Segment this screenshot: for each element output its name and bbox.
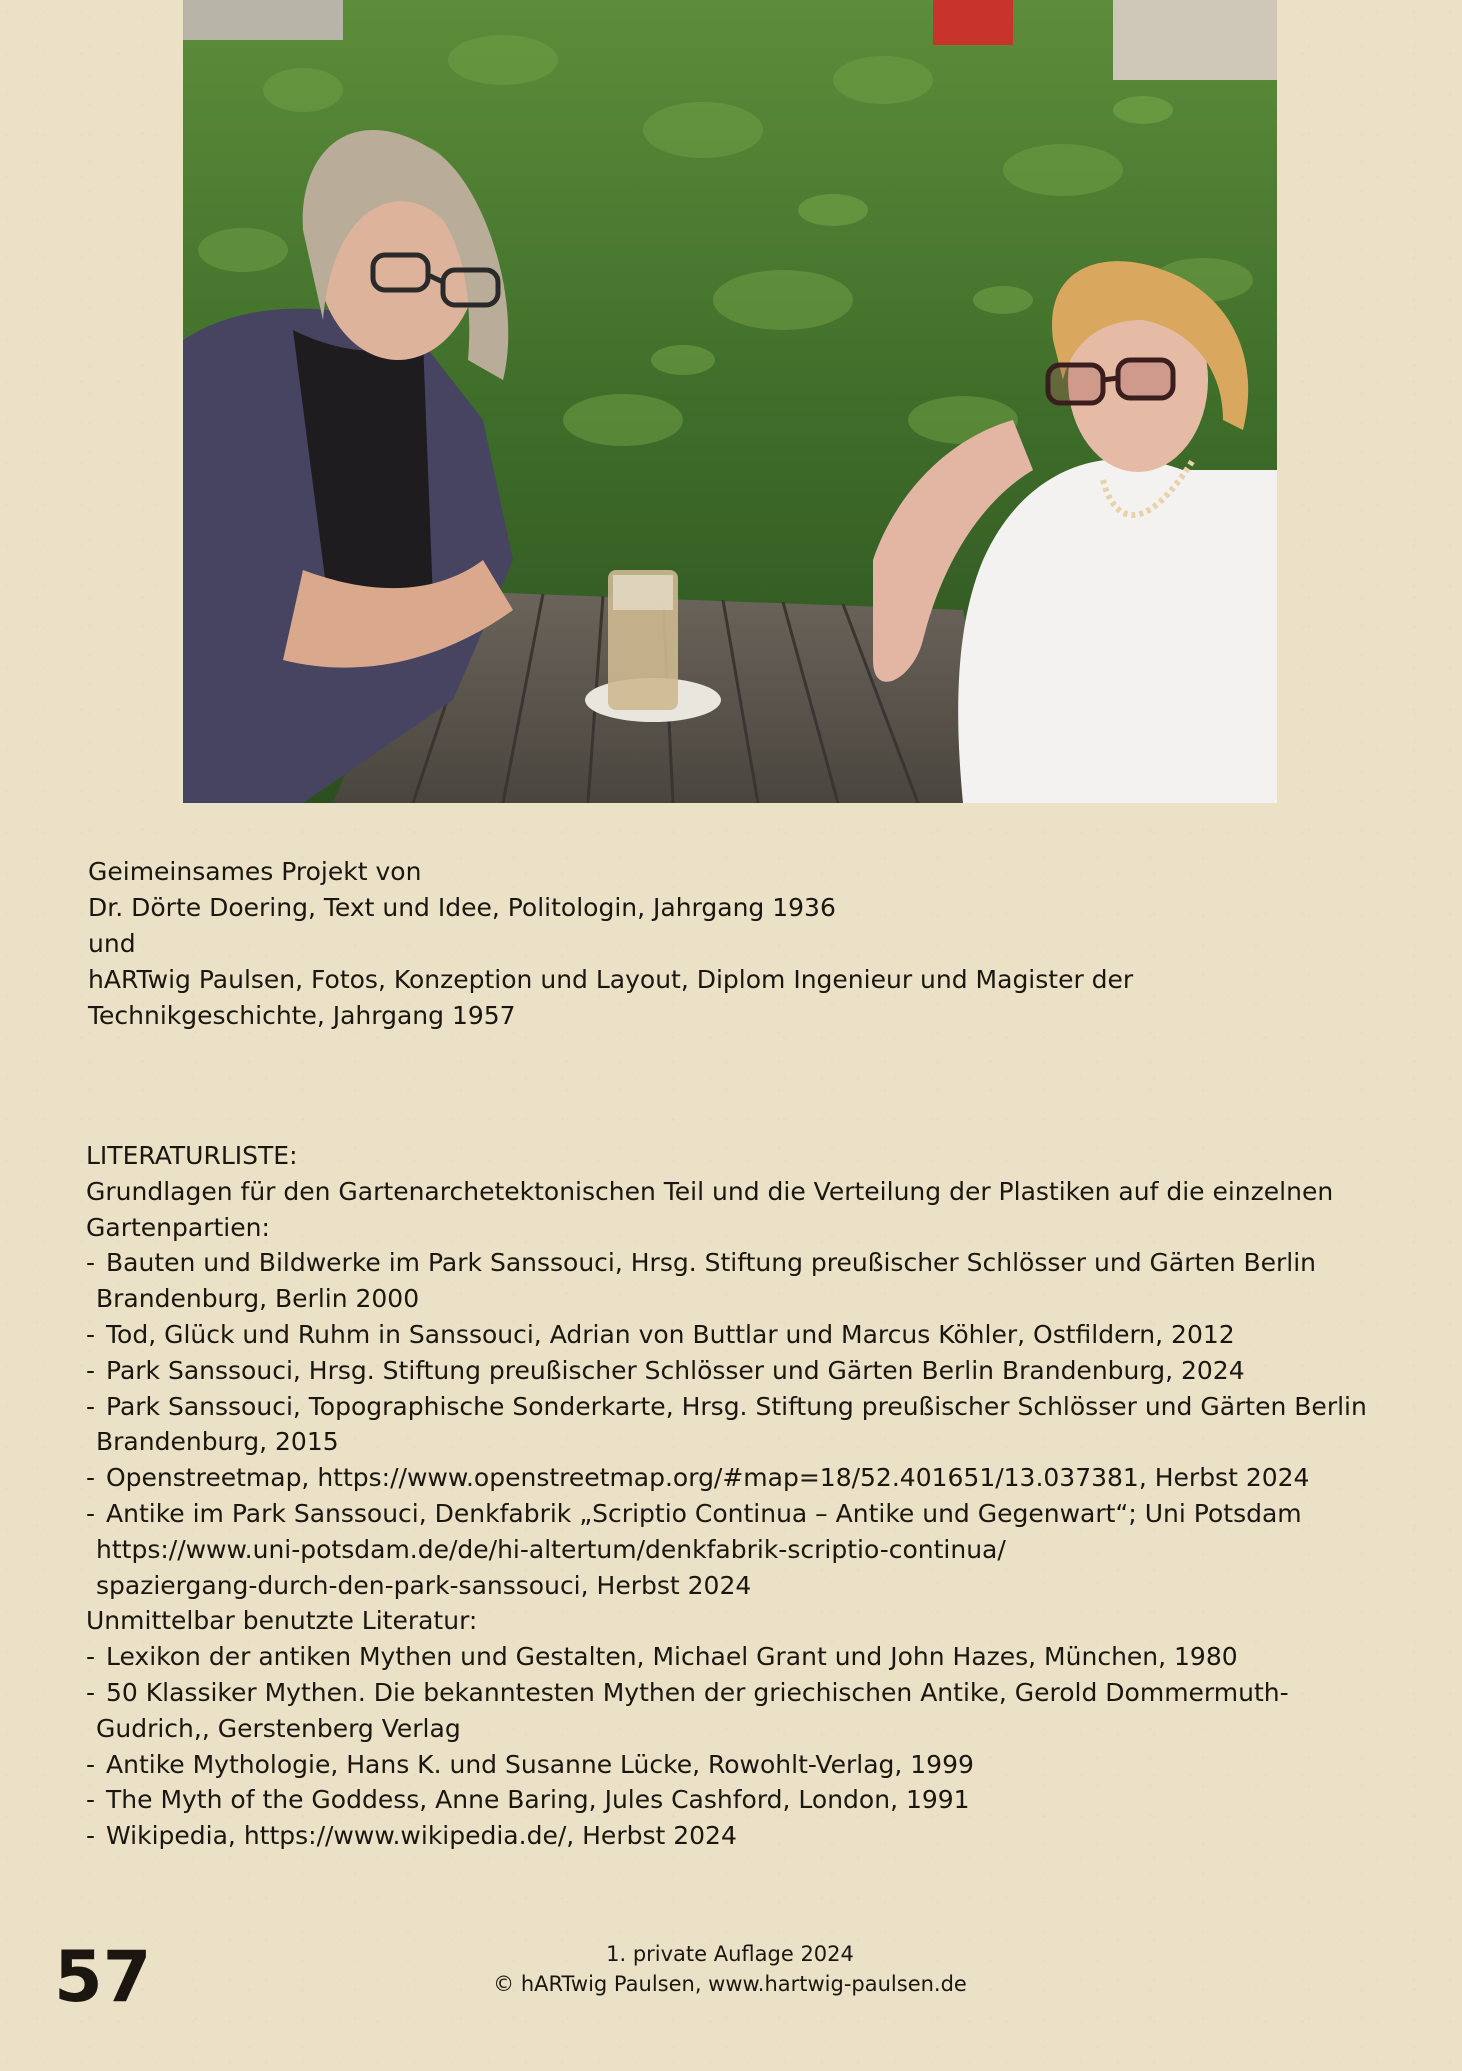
imprint — [430, 1939, 1030, 1999]
list-item: - Antike im Park Sanssouci, Denkfabrik „Scriptio Continua – Antike und Gegenwart“; Uni Potsdam https://www.uni-potsdam.de/de/hi-altertum/denkfabrik-scriptio-continua/ spaziergang-durch-den-park-sanssouci, Herbst 2024 — [86, 1498, 1302, 1600]
basics-list — [86, 1245, 1406, 1603]
list-item: - Park Sanssouci, Hrsg. Stiftung preußischer Schlösser und Gärten Berlin Brandenburg, 2024 — [86, 1355, 1245, 1385]
list-item: - Antike Mythologie, Hans K. und Susanne Lücke, Rowohlt-Verlag, 1999 — [86, 1749, 974, 1779]
project-credits — [88, 854, 1388, 1034]
literature-intro-2: Gartenpartien: — [86, 1212, 270, 1242]
list-item: - 50 Klassiker Mythen. Die bekanntesten Mythen der griechischen Antike, Gerold Dommermuth- Gudrich,, Gerstenberg Verlag — [86, 1677, 1289, 1743]
list-item: - The Myth of the Goddess, Anne Baring, Jules Cashford, London, 1991 — [86, 1785, 970, 1815]
copyright-note: © hARTwig Paulsen, www.hartwig-paulsen.de — [493, 1972, 967, 1996]
literature-intro-1: Grundlagen für den Gartenarchetektonischen Teil und die Verteilung der Plastiken auf die einzelnen — [86, 1176, 1334, 1206]
list-item: - Tod, Glück und Ruhm in Sanssouci, Adrian von Buttlar und Marcus Köhler, Ostfildern, 2012 — [86, 1319, 1235, 1349]
credits-line-3: und — [88, 929, 136, 958]
list-item: - Openstreetmap, https://www.openstreetmap.org/#map=18/52.401651/13.037381, Herbst 2024 — [86, 1463, 1310, 1493]
list-item: - Wikipedia, https://www.wikipedia.de/, Herbst 2024 — [86, 1821, 737, 1851]
credits-line-4: hARTwig Paulsen, Fotos, Konzeption und Layout, Diplom Ingenieur und Magister der — [88, 965, 1134, 994]
credits-line-2: Dr. Dörte Doering, Text und Idee, Politologin, Jahrgang 1936 — [88, 893, 836, 922]
photo-illustration — [183, 0, 1277, 803]
literature-heading: LITERATURLISTE: — [86, 1141, 298, 1170]
portrait-photo — [183, 0, 1277, 803]
direct-list — [86, 1639, 1406, 1854]
direct-literature-heading: Unmittelbar benutzte Literatur: — [86, 1606, 478, 1636]
page-number: 57 — [54, 1936, 152, 2018]
literature-list — [86, 1138, 1406, 1854]
edition-note: 1. private Auflage 2024 — [606, 1942, 854, 1966]
credits-line-5: Technikgeschichte, Jahrgang 1957 — [88, 1001, 516, 1030]
credits-line-1: Geimeinsames Projekt von — [88, 857, 422, 886]
list-item: - Lexikon der antiken Mythen und Gestalten, Michael Grant und John Hazes, München, 1980 — [86, 1642, 1238, 1672]
list-item: - Park Sanssouci, Topographische Sonderkarte, Hrsg. Stiftung preußischer Schlösser und Gärten Berlin Brandenburg, 2015 — [86, 1391, 1367, 1457]
list-item: - Bauten und Bildwerke im Park Sanssouci, Hrsg. Stiftung preußischer Schlösser und Gärten Berlin Brandenburg, Berlin 2000 — [86, 1248, 1316, 1314]
